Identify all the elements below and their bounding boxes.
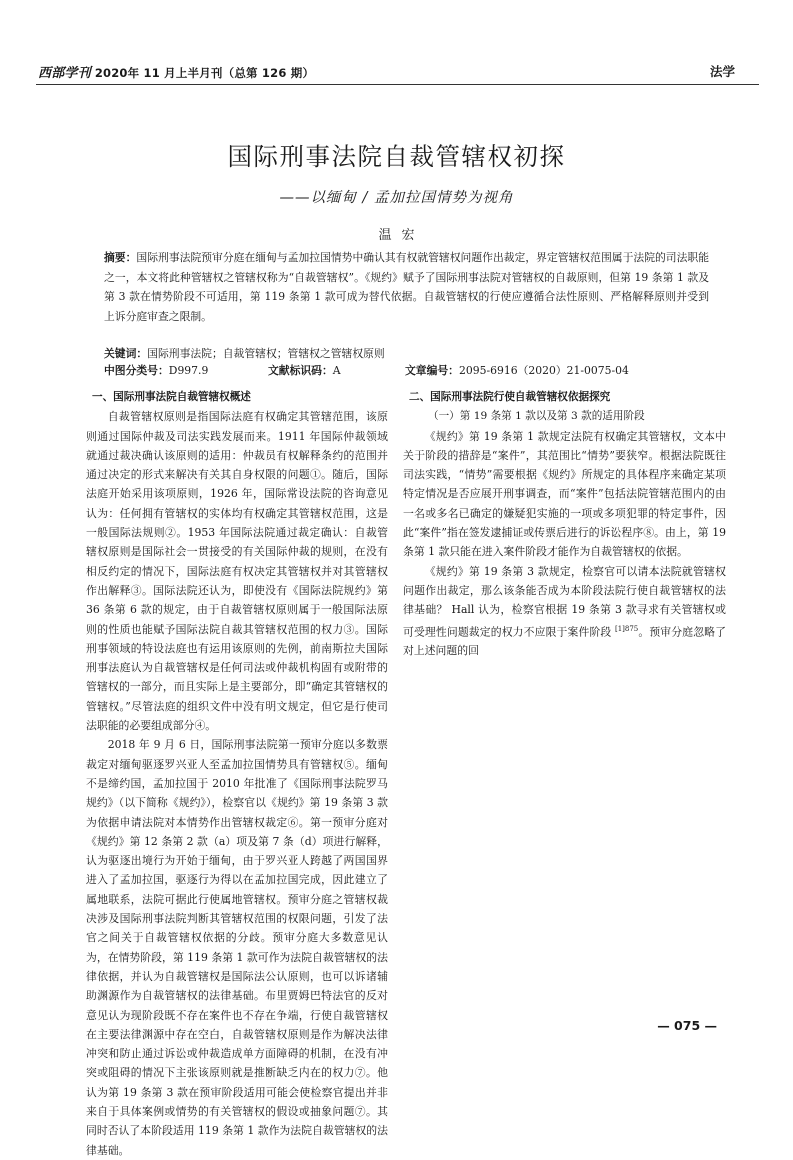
section-heading-1: 一、国际刑事法院自裁管辖权概述 (92, 391, 251, 403)
subsection-heading-1: （一）第 19 条第 1 款以及第 3 款的适用阶段 (428, 410, 645, 423)
abstract-label: 摘要： (104, 251, 137, 264)
paragraph-4-text-b: 。预审分庭忽略了对上述问题的回 (403, 625, 726, 658)
article-subtitle: ——以缅甸 / 孟加拉国情势为视角 (279, 190, 514, 206)
journal-logo: 西部学刊 (38, 66, 91, 81)
doccode-label: 文献标识码： (268, 364, 333, 377)
author-name: 温宏 (378, 228, 425, 243)
keywords-text: 国际刑事法院；自裁管辖权；管辖权之管辖权原则 (147, 347, 385, 360)
paragraph-2: 2018 年 9 月 6 日，国际刑事法院第一预审分庭以多数票裁定对缅甸驱逐罗兴亚人至孟加拉国情势具有管辖权⑤。缅甸不是缔约国，孟加拉国于 2010 年批准了《国际刑事法院罗马规约》（以下简称《规约》），检察官以《规约》第 19 条第 3 款为依据申请法院对本情势作出管辖权裁定⑥。第一预审分庭对《规约》第 12 条第 2 款（a）项及第 7 条（d）项进行解释，认为驱逐出境行为开始于缅甸，由于罗兴亚人跨越了两国国界进入了孟加拉国，驱逐行为得以在孟加拉国完成，因此建立了属地联系，法院可据此行使属地管辖权。预审分庭之管辖权裁决涉及国际刑事法院判断其管辖权范围的权限问题，引发了法官之间关于自裁管辖权依据的分歧。预审分庭大多数意见认为，在情势阶段，第 119 条第 1 款可作为法院自裁管辖权的法律依据，并认为自裁管辖权是国际法公认原则，也可以诉诸辅助渊源作为自裁管辖权的法律基础。布里贾姆巴特法官的反对意见认为现阶段既不存在案件也不存在争端，行使自裁管辖权在主要法律渊源中存在空白，自裁管辖权原则是作为解决法律冲突和防止通过诉讼或仲裁造成单方面障碍的机制，在没有冲突或阻碍的情况下主张该原则就是推断缺乏内在的权力⑦。他认为第 19 条第 3 款在预审阶段适用可能会使检察官提出并非来自于具体案例或情势的有关管辖权的假设或抽象问题⑦。其同时否认了本阶段适用 119 条第 1 款作为法院自裁管辖权的法律基础。 (86, 738, 388, 1157)
clc-label: 中图分类号： (104, 364, 169, 377)
paragraph-3: 《规约》第 19 条第 1 款规定法院有权确定其管辖权，文本中关于阶段的措辞是“案件”，其范围比“情势”要狭窄。根据法院既往司法实践，“情势”需要根据《规约》所规定的具体程序来确定某项特定情况是否应展开刑事调查，而“案件”包括法院管辖范围内的由一名或多名已确定的嫌疑犯实施的一项或多项犯罪的特定事件，因此“案件”指在签发逮捕证或传票后进行的诉讼程序⑧。由上，第 19 条第 1 款只能在进入案件阶段才能作为自裁管辖权的依据。 (403, 429, 726, 559)
header-rule (36, 84, 759, 85)
paragraph-4 (403, 562, 726, 661)
document-code (268, 362, 341, 379)
citation: [1]875 (614, 624, 639, 633)
issue-info: 2020年 11 月上半月刊（总第 126 期） (94, 66, 315, 80)
paragraph-1: 自裁管辖权原则是指国际法庭有权确定其管辖范围，该原则通过国际仲裁及司法实践发展而来。1911 年国际仲裁领域就通过裁决确认该原则的适用：仲裁员有权解释条约的范围并通过决定的形式来解决有关其自身权限的问题①。随后，国际法庭开始采用该项原则，1926 年，国际常设法院的咨询意见认为：任何拥有管辖权的实体均有权确定其管辖权范围，这是一般国际法规则②。1953 年国际法院通过裁定确认：自裁管辖权原则是国际社会一贯接受的有关国际仲裁的规则，在没有相反约定的情况下，国际法庭有权决定其管辖权并对其管辖权作出解释③。国际法院还认为，即使没有《国际法院规约》第 36 条第 6 款的规定，由于自裁管辖权原则属于一般国际法原则的性质也能赋予国际法院自裁其管辖权范围的权力③。国际刑事领域的特设法庭也有运用该原则的先例，前南斯拉夫国际刑事法庭认为自裁管辖权是任何司法或仲裁机构固有或附带的管辖权的一部分，而且实际上是主要部分，即“确定其管辖权的管辖权。”尽管法庭的组织文件中没有明文规定，但它是行使司法职能的必要组成部分④。 (86, 410, 388, 733)
article-number (405, 362, 629, 379)
keywords (104, 345, 724, 362)
article-title: 国际刑事法院自裁管辖权初探 (227, 142, 566, 171)
doccode-value: A (332, 364, 341, 377)
clc-number (104, 362, 208, 379)
section-heading-2: 二、国际刑事法院行使自裁管辖权依据探究 (409, 391, 611, 403)
page-number: — 075 — (657, 1018, 717, 1033)
section-label: 法学 (709, 64, 735, 79)
articleno-label: 文章编号： (405, 364, 459, 377)
left-column (86, 388, 388, 1157)
articleno-value: 2095-6916（2020）21-0075-04 (458, 364, 629, 377)
journal-header (38, 62, 314, 81)
right-column (403, 388, 726, 661)
clc-value: D997.9 (168, 364, 209, 377)
abstract (104, 248, 709, 326)
paragraph-4-text-a: 《规约》第 19 条第 3 款规定，检察官可以请本法院就管辖权问题作出裁定，那么该条能否成为本阶段法院行使自裁管辖权的法律基础？ Hall 认为，检察官根据 19 条第 3 款寻求有关管辖权或可受理性问题裁定的权力不应限于案件阶段 (403, 564, 726, 639)
abstract-text: 国际刑事法院预审分庭在缅甸与孟加拉国情势中确认其有权就管辖权问题作出裁定，界定管辖权范围属于法院的司法职能之一，本文将此种管辖权之管辖权称为“自裁管辖权”。《规约》赋予了国际刑事法院对管辖权的自裁原则，但第 19 条第 1 款及第 3 款在情势阶段不可适用，第 119 条第 1 款可成为替代依据。自裁管辖权的行使应遵循合法性原则、严格解释原则并受到上诉分庭审查之限制。 (104, 251, 710, 323)
keywords-label: 关键词： (104, 347, 148, 360)
